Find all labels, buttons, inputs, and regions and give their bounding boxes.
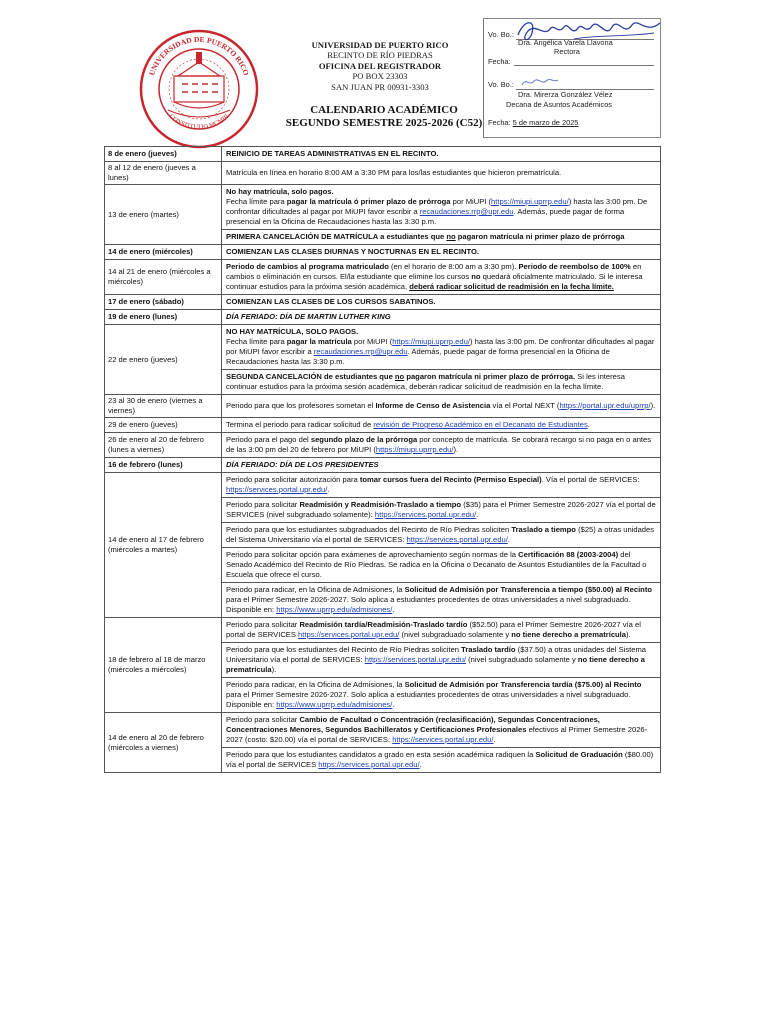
link[interactable]: https://services.portal.upr.edu/ (406, 535, 508, 544)
row-entry (222, 677, 660, 712)
entry-text: . (419, 760, 422, 769)
entry-text: (nivel subgraduado solamente y (399, 630, 512, 639)
calendar-row (105, 185, 661, 245)
entry-text: DÍA FERIADO: DÍA DE LOS PRESIDENTES (226, 460, 379, 469)
row-date: 26 de enero al 20 de febrero (lunes a viernes) (105, 433, 222, 458)
campus-name: RECINTO DE RÍO PIEDRAS (327, 50, 433, 61)
row-date: 29 de enero (jueves) (105, 418, 222, 433)
row-entry (222, 166, 660, 180)
entry-text: pagar la matrícula ó primer plazo de prórroga (286, 197, 451, 206)
calendar-row (105, 473, 661, 618)
row-date: 17 de enero (sábado) (105, 295, 222, 310)
entry-text: Solicitud de Admisión por Transferencia tardía ($75.00) al Recinto (404, 680, 642, 689)
dean-name: Dra. Mirerza González Vélez (518, 90, 613, 99)
link[interactable]: https://services.portal.upr.edu/ (298, 630, 400, 639)
entry-text: no (471, 272, 481, 281)
entry-text: ) hasta las 3:00 pm. De confrontar dificultades al pagar por MiUPI favor escribir a (226, 337, 655, 356)
row-entry (222, 147, 660, 161)
entry-text: pagar la matrícula (286, 337, 352, 346)
entry-text: ($37.50) a otras unidades del Sistema Universitario vía el portal de SERVICES: (226, 645, 646, 664)
entry-text: No hay matrícula, solo pagos. (226, 187, 334, 196)
entry-text: DÍA FERIADO: DÍA DE MARTIN LUTHER KING (226, 312, 391, 321)
row-entry (222, 245, 660, 259)
institution-name: UNIVERSIDAD DE PUERTO RICO (311, 40, 449, 50)
entry-text: . (507, 535, 510, 544)
entry-text: ). (650, 401, 656, 410)
dean-signature (520, 75, 560, 89)
calendar-row (105, 245, 661, 260)
link[interactable]: recaudaciones.rrp@upr.edu (313, 347, 408, 356)
po-box: PO BOX 23303 (352, 71, 408, 82)
entry-text: deberá radicar solicitud de readmisión en la fecha límite. (409, 282, 614, 291)
row-date: 8 al 12 de enero (jueves a lunes) (105, 162, 222, 185)
calendar-title (268, 104, 500, 129)
link[interactable]: https://services.portal.upr.edu/ (374, 510, 477, 519)
row-date: 13 de enero (martes) (105, 185, 222, 245)
city-zip: SAN JUAN PR 00931-3303 (331, 81, 429, 92)
link[interactable]: https://www.uprrp.edu/admisiones/ (276, 700, 393, 709)
entry-text: Matrícula en línea en horario 8:00 AM a 3:30 PM para los/las estudiantes que hicieron prematrícula. (226, 168, 562, 177)
row-entry (222, 325, 660, 369)
calendar-row (105, 433, 661, 458)
link[interactable]: https://www.uprrp.edu/admisiones/ (276, 605, 393, 614)
entry-text: Periodo para que los estudiantes del Recinto de Río Piedras soliciten (226, 645, 462, 654)
entry-text: por MiUPI ( (450, 197, 492, 206)
academic-calendar-table (104, 146, 661, 773)
row-content (222, 147, 661, 162)
rector-role: Rectora (554, 47, 580, 56)
row-date: 18 de febrero al 18 de marzo (miércoles a miércoles) (105, 618, 222, 713)
entry-text: Periodo para el pago del (226, 435, 311, 444)
entry-text: (en el horario de 8:00 am a 3:30 pm). (388, 262, 519, 271)
entry-text: (nivel subgraduado solamente y (466, 655, 578, 664)
entry-text: Readmisión tardía/Readmisión-Traslado tardío (299, 620, 468, 629)
row-entry (222, 433, 660, 457)
entry-text: para el Primer Semestre 2026-2027. Solo aplica a estudiantes procedentes de otras universidades a nivel subgraduado. Disponible en: (226, 595, 631, 614)
seal-text-top: UNIVERSIDAD DE PUERTO RICO (147, 34, 251, 77)
calendar-row (105, 713, 661, 773)
entry-text: SEGUNDA CANCELACIÓN de estudiantes que (226, 372, 395, 381)
row-entry (222, 473, 660, 497)
office-name: OFICINA DEL REGISTRADOR (318, 60, 442, 71)
entry-text: . Además, puede pagar de forma presencial en la Oficina de Recaudaciones hasta las 3:30 p.m. (226, 207, 625, 226)
row-content (222, 260, 661, 295)
svg-text:CONSTITUTIO MCMIII (168, 113, 230, 131)
institution-header (285, 40, 475, 92)
rector-name: Dra. Angélica Varela Llavona (518, 38, 613, 47)
entry-text: ). (626, 630, 631, 639)
row-entry (222, 497, 660, 522)
row-entry (222, 185, 660, 229)
entry-text: Traslado tardío (461, 645, 516, 654)
entry-text: ($80.00) vía el portal de SERVICES (226, 750, 654, 769)
row-entry (222, 458, 660, 472)
entry-text: . Vía el portal de SERVICES: (541, 475, 640, 484)
entry-text: Cambio de Facultad o Concentración (reclasificación), Segundas Concentraciones, Concentraciones Menores, Segundos Bachilleratos y Certificaciones Profesionales (226, 715, 600, 734)
entry-text: . (493, 735, 496, 744)
entry-text: Periodo para que los estudiantes candidatos a grado en esta sesión académica radiquen la (226, 750, 536, 759)
entry-text: por MiUPI ( (351, 337, 393, 346)
entry-text: Periodo para radicar, en la Oficina de Admisiones, la (226, 680, 405, 689)
entry-text: COMIENZAN LAS CLASES DIURNAS Y NOCTURNAS EN EL RECINTO. (226, 247, 480, 256)
date-label: Fecha: (488, 118, 511, 127)
link[interactable]: https://miupi.uprrp.edu/ (491, 197, 569, 206)
row-entry (222, 582, 660, 617)
entry-text: Certificación 88 (2003-2004) (518, 550, 619, 559)
row-entry (222, 310, 660, 324)
approval-date (488, 118, 578, 127)
row-content (222, 310, 661, 325)
entry-text: no tiene derecho a prematrícula (226, 655, 646, 674)
entry-text: en cambios o eliminación en cursos. El/la estudiante que elimine los cursos (226, 262, 642, 281)
entry-text: por concepto de matrícula. Se cobrará recargo si no paga en o antes de las 3:00 pm del 20 de febrero por MiUPI ( (226, 435, 652, 454)
row-content (222, 713, 661, 773)
row-date: 19 de enero (lunes) (105, 310, 222, 325)
entry-text: no (446, 232, 456, 241)
calendar-row (105, 618, 661, 713)
row-content (222, 473, 661, 618)
row-entry (222, 522, 660, 547)
calendar-table-body (105, 147, 661, 773)
entry-text: Periodo para solicitar (226, 500, 300, 509)
entry-text: Periodo para radicar, en la Oficina de Admisiones, la (226, 585, 405, 594)
entry-text: vía el Portal NEXT ( (490, 401, 560, 410)
entry-text: . (327, 485, 330, 494)
calendar-row (105, 395, 661, 418)
row-content (222, 245, 661, 260)
calendar-row (105, 458, 661, 473)
entry-text: tomar cursos fuera del Recinto (Permiso Especial) (359, 475, 542, 484)
fecha-label-1: Fecha: (488, 57, 511, 66)
entry-text: Si les interesa continuar estudios para la próxima sesión académica, deberán radicar solicitud de readmisión en la fecha límite. (226, 372, 625, 391)
entry-text: ($25) a otras unidades del Sistema Universitario vía el portal de SERVICES: (226, 525, 655, 544)
entry-text: Traslado a tiempo (511, 525, 576, 534)
entry-text: no (394, 372, 405, 381)
row-date: 8 de enero (jueves) (105, 147, 222, 162)
row-content (222, 162, 661, 185)
row-date: 14 al 21 de enero (miércoles a miércoles) (105, 260, 222, 295)
entry-text: Readmisión y Readmisión-Traslado a tiempo (299, 500, 462, 509)
link[interactable]: revisión de Progreso Académico en el Decanato de Estudiantes (373, 420, 588, 429)
entry-text: . (392, 700, 395, 709)
row-content (222, 418, 661, 433)
entry-text: segundo plazo de la prórroga (310, 435, 418, 444)
entry-text: Periodo para solicitar (226, 715, 300, 724)
row-entry (222, 618, 660, 642)
entry-text: Informe de Censo de Asistencia (375, 401, 491, 410)
vobo-label-2: Vo. Bo.: (488, 80, 514, 89)
entry-text: PRIMERA CANCELACIÓN DE MATRÍCULA a estudiantes que (226, 232, 447, 241)
row-date: 22 de enero (jueves) (105, 325, 222, 395)
seal-text-bottom: CONSTITUTIO MCMIII (167, 112, 231, 131)
row-content (222, 185, 661, 245)
calendar-row (105, 295, 661, 310)
vobo-label-1: Vo. Bo.: (488, 30, 514, 39)
link[interactable]: https://portal.upr.edu/uprrp/ (559, 401, 651, 410)
entry-text: . (587, 420, 590, 429)
entry-text: quedará oficialmente matriculado. Si le interesa continuar estudios para la próxima sesión académica, (226, 272, 643, 291)
row-date: 14 de enero (miércoles) (105, 245, 222, 260)
approval-signature-box (483, 18, 661, 138)
row-content (222, 325, 661, 395)
link[interactable]: https://miupi.uprrp.edu/ (392, 337, 470, 346)
calendar-title-line-1: CALENDARIO ACADÉMICO (310, 104, 458, 116)
entry-text: COMIENZAN LAS CLASES DE LOS CURSOS SABATINOS. (226, 297, 436, 306)
row-date: 14 de enero al 20 de febrero (miércoles a viernes) (105, 713, 222, 773)
calendar-row (105, 418, 661, 433)
entry-text: Solicitud de Graduación (535, 750, 623, 759)
entry-text: Fecha límite para (226, 337, 287, 346)
row-content (222, 295, 661, 310)
calendar-title-line-2: SEGUNDO SEMESTRE 2025-2026 (C52) (285, 116, 483, 129)
calendar-row (105, 325, 661, 395)
row-entry (222, 399, 660, 413)
entry-text: ($52.50) para el Primer Semestre 2026-2027 vía el portal de SERVICES (226, 620, 641, 639)
row-entry (222, 295, 660, 309)
link[interactable]: https://services.portal.upr.edu/ (318, 760, 420, 769)
entry-text: ) hasta las 3:00 pm. De confrontar dificultades al pagar por MiUPI favor escribir a (226, 197, 648, 216)
entry-text: REINICIO DE TAREAS ADMINISTRATIVAS EN EL RECINTO. (226, 149, 439, 158)
row-entry (222, 747, 660, 772)
entry-text: Periodo para solicitar autorización para (226, 475, 360, 484)
entry-text: Periodo para solicitar opción para exámenes de aprovechamiento según normas de la (226, 550, 519, 559)
entry-text: Periodo para que los estudiantes subgraduados del Recinto de Río Piedras soliciten (226, 525, 512, 534)
entry-text: Termina el periodo para radicar solicitud de (226, 420, 374, 429)
row-entry (222, 260, 660, 294)
link[interactable]: recaudaciones.rrp@upr.edu (419, 207, 514, 216)
entry-text: Periodo para solicitar (226, 620, 300, 629)
entry-text: . (392, 605, 395, 614)
row-date: 16 de febrero (lunes) (105, 458, 222, 473)
entry-text: ). (271, 665, 277, 674)
row-content (222, 458, 661, 473)
row-content (222, 395, 661, 418)
date-value: 5 de marzo de 2025 (512, 118, 579, 127)
row-entry (222, 713, 660, 747)
row-entry (222, 369, 660, 394)
calendar-row (105, 147, 661, 162)
row-date: 14 de enero al 17 de febrero (miércoles a martes) (105, 473, 222, 618)
entry-text: . Además, puede pagar de forma presencial en la Oficina de Recaudaciones hasta las 3:30 p.m. (226, 347, 610, 366)
entry-text: Periodo de reembolso de 100% (518, 262, 631, 271)
row-content (222, 618, 661, 713)
link[interactable]: https://services.portal.upr.edu/ (392, 735, 494, 744)
entry-text: Fecha límite para (226, 197, 287, 206)
calendar-row (105, 260, 661, 295)
link[interactable]: https://services.portal.upr.edu/ (226, 485, 328, 494)
entry-text: ($35) para el Primer Semestre 2026-2027 vía el portal de SERVICES (nivel subgraduado solamente): (226, 500, 656, 519)
entry-text: . (476, 510, 479, 519)
entry-text: pagaron matrícula ni primer plazo de prórroga (455, 232, 625, 241)
row-entry (222, 642, 660, 677)
row-entry (222, 418, 660, 432)
entry-text: Periodo para que los profesores sometan el (226, 401, 376, 410)
entry-text: NO HAY MATRÍCULA, SOLO PAGOS. (226, 327, 359, 336)
link[interactable]: https://miupi.uprrp.edu/ (375, 445, 454, 454)
link[interactable]: https://services.portal.upr.edu/ (364, 655, 467, 664)
calendar-row (105, 162, 661, 185)
row-content (222, 433, 661, 458)
calendar-row (105, 310, 661, 325)
university-seal-logo (138, 28, 260, 150)
entry-text: no tiene derecho a prematrícula (511, 630, 627, 639)
row-date: 23 al 30 de enero (viernes a viernes) (105, 395, 222, 418)
entry-text: Periodo de cambios al programa matriculado (226, 262, 389, 271)
entry-text: Solicitud de Admisión por Transferencia a tiempo ($50.00) al Recinto (404, 585, 652, 594)
row-entry (222, 229, 660, 244)
entry-text: ). (453, 445, 459, 454)
row-entry (222, 547, 660, 582)
entry-text: pagaron matrícula ni primer plazo de prórroga. (404, 372, 576, 381)
fecha-line-1 (514, 65, 654, 66)
entry-text: efectivos al Primer Semestre 2026-2027 (costo: $20.00) vía el portal de SERVICES: (226, 725, 648, 744)
dean-role: Decana de Asuntos Académicos (506, 100, 612, 109)
entry-text: para el Primer Semestre 2026-2027. Solo aplica a estudiantes procedentes de otras universidades a nivel subgraduado. Disponible en: (226, 690, 631, 709)
entry-text: del Senado Académico del Recinto de Río Piedras. Se radica en la Oficina o Decanato de Asuntos Estudiantiles de la Facultad o Escuela que ofrece el curso. (226, 550, 647, 579)
